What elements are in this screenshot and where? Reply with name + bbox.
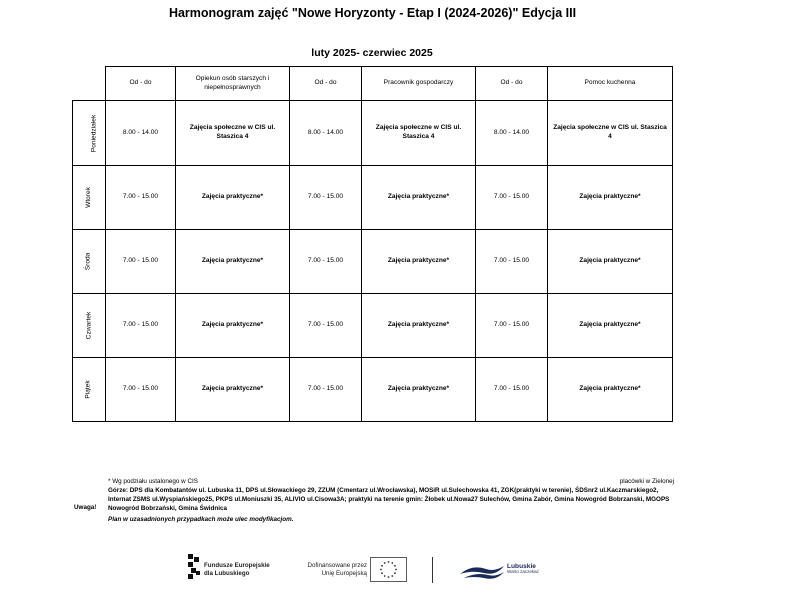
footnotes	[108, 477, 674, 524]
time-cell: 7.00 - 15.00	[290, 166, 362, 230]
day-label: Czwartek	[85, 311, 93, 340]
time-cell: 7.00 - 15.00	[290, 358, 362, 422]
table-row	[73, 101, 673, 166]
day-label: Piątek	[84, 380, 92, 399]
plan-change-note: Plan w uzasadnionych przypadkach może ulec modyfikacjom.	[108, 515, 294, 523]
activity-cell: Zajęcia praktyczne*	[362, 230, 476, 294]
time-cell: 7.00 - 15.00	[476, 358, 548, 422]
activity-cell: Zajęcia praktyczne*	[176, 294, 290, 358]
time-cell: 8.00 - 14.00	[476, 101, 548, 166]
day-cell	[73, 358, 106, 422]
footnote-body: Górze: DPS dla Kombatantów ul. Lubuska 11, DPS ul.Słowackiego 29, ZZUM (Cmentarz ul.Wrocławska), MOSiR ul.Sulechowska 41, ZGK(praktyki w terenie), ŚDSnr2 ul.Kaczmarskiego2, Internat ZSMS ul.Wyspiańskiego25, PKPS ul.Moniuszki 35, ALIVIO ul.Cisowa3A; praktyki na terenie gmin: Żłobek ul.Nowa27 Sulechów, Gmina Zabór, Gmina Nowogród Bobrzanski, MGOPS Nowogród Bobrzański, Gmina Świdnica	[108, 487, 670, 513]
activity-cell: Zajęcia praktyczne*	[362, 166, 476, 230]
period-subtitle: luty 2025- czerwiec 2025	[311, 47, 433, 59]
fe-logo-text	[204, 562, 270, 578]
fe-line-2: dla Lubuskiego	[204, 569, 250, 577]
time-cell: 7.00 - 15.00	[106, 166, 176, 230]
time-cell: 7.00 - 15.00	[106, 358, 176, 422]
header-kitchen: Pomoc kuchenna	[548, 67, 673, 101]
eu-flag-icon	[370, 557, 407, 587]
time-cell: 7.00 - 15.00	[476, 230, 548, 294]
day-cell	[73, 166, 106, 230]
activity-cell: Zajęcia praktyczne*	[548, 230, 673, 294]
activity-cell: Zajęcia praktyczne*	[176, 358, 290, 422]
table-row	[73, 358, 673, 422]
header-worker: Pracownik gospodarczy	[362, 67, 476, 101]
table-row	[73, 230, 673, 294]
logo-divider	[432, 557, 433, 583]
activity-cell: Zajęcia społeczne w CIS ul. Staszica 4	[362, 101, 476, 166]
activity-cell: Zajęcia praktyczne*	[548, 294, 673, 358]
eu-funding-text	[297, 562, 367, 578]
lubuskie-slogan: Warto zaczekać	[507, 569, 539, 575]
activity-cell: Zajęcia społeczne w CIS ul. Staszica 4	[176, 101, 290, 166]
header-carer: Opiekun osób starszych i niepełnosprawnych	[176, 67, 290, 101]
footnote-first-line: * Wg podziału ustalonego w CIS	[108, 478, 198, 485]
funding-logos-bar	[0, 550, 797, 590]
eu-line-2: Unię Europejską	[321, 569, 367, 577]
day-cell	[73, 230, 106, 294]
time-cell: 7.00 - 15.00	[290, 294, 362, 358]
activity-cell: Zajęcia praktyczne*	[176, 230, 290, 294]
corner-cell	[73, 67, 106, 101]
time-cell: 7.00 - 15.00	[106, 230, 176, 294]
footnote-first-line-right: placówki w Zielonej	[619, 478, 674, 485]
day-label: Poniedziałek	[90, 114, 98, 152]
fe-logo-icon	[188, 554, 204, 587]
activity-cell: Zajęcia praktyczne*	[176, 166, 290, 230]
table-header-row	[73, 67, 673, 101]
lubuskie-logo-icon	[458, 560, 506, 587]
page-title: Harmonogram zajęć "Nowe Horyzonty - Etap I (2024-2026)" Edycja III	[168, 6, 577, 20]
time-cell: 7.00 - 15.00	[106, 294, 176, 358]
day-label: Środa	[84, 252, 92, 271]
header-time-3: Od - do	[476, 67, 548, 101]
time-cell: 8.00 - 14.00	[106, 101, 176, 166]
header-time-1: Od - do	[106, 67, 176, 101]
time-cell: 7.00 - 15.00	[476, 294, 548, 358]
day-cell	[73, 294, 106, 358]
table-row	[73, 166, 673, 230]
header-time-2: Od - do	[290, 67, 362, 101]
activity-cell: Zajęcia praktyczne*	[362, 294, 476, 358]
activity-cell: Zajęcia praktyczne*	[548, 166, 673, 230]
table-row	[73, 294, 673, 358]
lubuskie-name: Lubuskie	[507, 563, 536, 570]
fe-line-1: Fundusze Europejskie	[204, 562, 270, 569]
activity-cell: Zajęcia praktyczne*	[548, 358, 673, 422]
time-cell: 7.00 - 15.00	[476, 166, 548, 230]
activity-cell: Zajęcia społeczne w CIS ul. Staszica 4	[548, 101, 673, 166]
time-cell: 7.00 - 15.00	[290, 230, 362, 294]
day-cell	[73, 101, 106, 166]
day-label: Wtorek	[84, 187, 92, 208]
schedule-table	[72, 66, 673, 422]
lubuskie-logo-text	[507, 563, 539, 575]
eu-line-1: Dofinansowane przez	[307, 562, 367, 569]
activity-cell: Zajęcia praktyczne*	[362, 358, 476, 422]
warning-label: Uwaga!	[74, 504, 97, 511]
time-cell: 8.00 - 14.00	[290, 101, 362, 166]
